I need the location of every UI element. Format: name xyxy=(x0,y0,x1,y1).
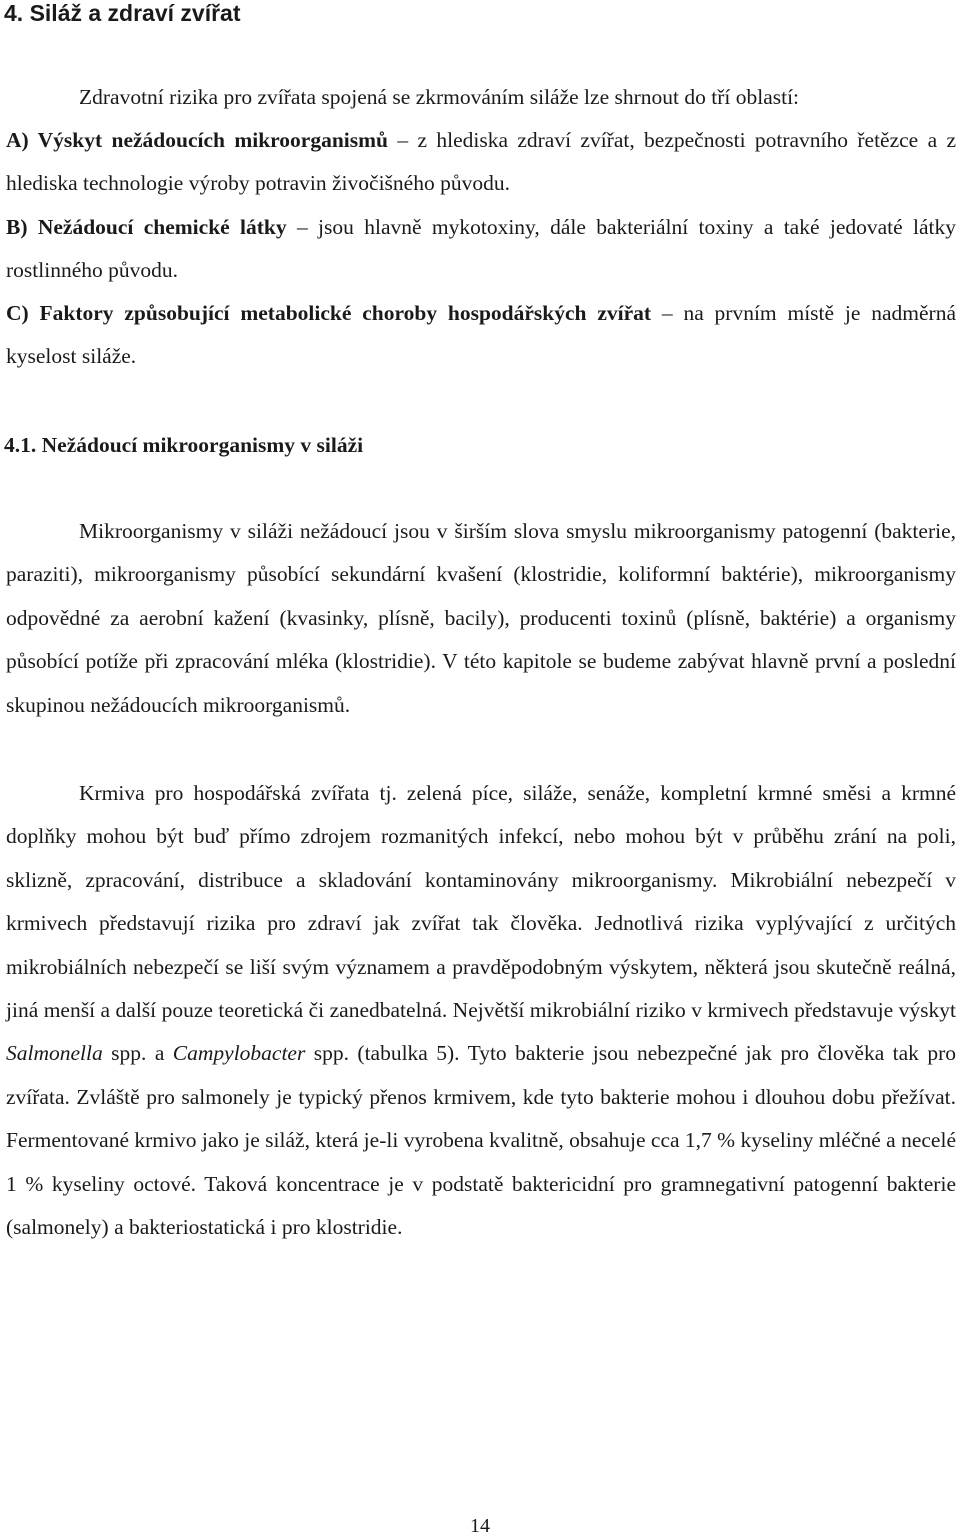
body-paragraph-2-part1: Krmiva pro hospodářská zvířata tj. zelená píce, siláže, senáže, kompletní krmné směsi a krmné doplňky mohou být buď přímo zdrojem rozmanitých infekcí, nebo mohou být v průběhu zrání na poli, sklizně, zpracování, distribuce a skladování kontaminovány mikroorganismy. Mikrobiální nebezpečí v krmivech představují rizika pro zdraví jak zvířat tak člověka. Jednotlivá rizika vyplývající z určitých mikrobiálních nebezpečí se liší svým významem a pravděpodobným výskytem, některá jsou skutečně reálná, jiná menší a další pouze teoretická či zanedbatelná. Největší mikrobiální riziko v krmivech představuje výskyt xyxy=(6,781,956,1023)
point-a-paragraph xyxy=(6,119,956,206)
body-paragraph-1: Mikroorganismy v siláži nežádoucí jsou v širším slova smyslu mikroorganismy patogenní (bakterie, paraziti), mikroorganismy působící sekundární kvašení (klostridie, koliformní baktérie), mikroorganismy odpovědné za aerobní kažení (kvasinky, plísně, bacily), producenti toxinů (plísně, baktérie) a organismy působící potíže při zpracování mléka (klostridie). V této kapitole se budeme zabývat hlavně první a poslední skupinou nežádoucích mikroorganismů. xyxy=(6,519,956,717)
point-a-label: A) Výskyt nežádoucích mikroorganismů xyxy=(6,128,389,152)
body-paragraph-2-part2: spp. a xyxy=(102,1041,173,1066)
page-number: 14 xyxy=(470,1515,490,1537)
point-c-text: – na prvním místě je nadměrná kyselost siláže. xyxy=(6,301,956,369)
point-b-paragraph xyxy=(6,206,956,293)
salmonella-italic: Salmonella xyxy=(6,1041,103,1066)
point-a-text: – z hlediska zdraví zvířat, bezpečnosti potravního řetězce a z hlediska technologie výroby potravin živočišného původu. xyxy=(6,128,956,196)
section-heading: 4.1. Nežádoucí mikroorganismy v siláži xyxy=(4,433,364,457)
point-b-text: – jsou hlavně mykotoxiny, dále bakteriální toxiny a také jedovaté látky rostlinného původu. xyxy=(6,215,956,283)
point-b-label: B) Nežádoucí chemické látky xyxy=(6,215,287,239)
intro-paragraph: Zdravotní rizika pro zvířata spojená se zkrmováním siláže lze shrnout do tří oblastí: xyxy=(79,85,800,109)
chapter-heading: 4. Siláž a zdraví zvířat xyxy=(4,0,241,26)
point-c-label: C) Faktory způsobující metabolické choroby hospodářských zvířat xyxy=(6,301,652,325)
body-paragraph-2 xyxy=(6,772,956,1249)
campylobacter-italic: Campylobacter xyxy=(172,1041,306,1066)
point-c-paragraph xyxy=(6,292,956,379)
body-paragraph-2-part3: spp. (tabulka 5). Tyto bakterie jsou nebezpečné jak pro člověka tak pro zvířata. Zvláště pro salmonely je typický přenos krmivem, kde tyto bakterie mohou i dlouhou dobu přežívat. Fermentované krmivo jako je siláž, která je-li vyrobena kvalitně, obsahuje cca 1,7 % kyseliny mléčné a necelé 1 % kyseliny octové. Taková koncentrace je v podstatě baktericidní pro gramnegativní patogenní bakterie (salmonely) a bakteriostatická i pro klostridie. xyxy=(6,1041,956,1240)
